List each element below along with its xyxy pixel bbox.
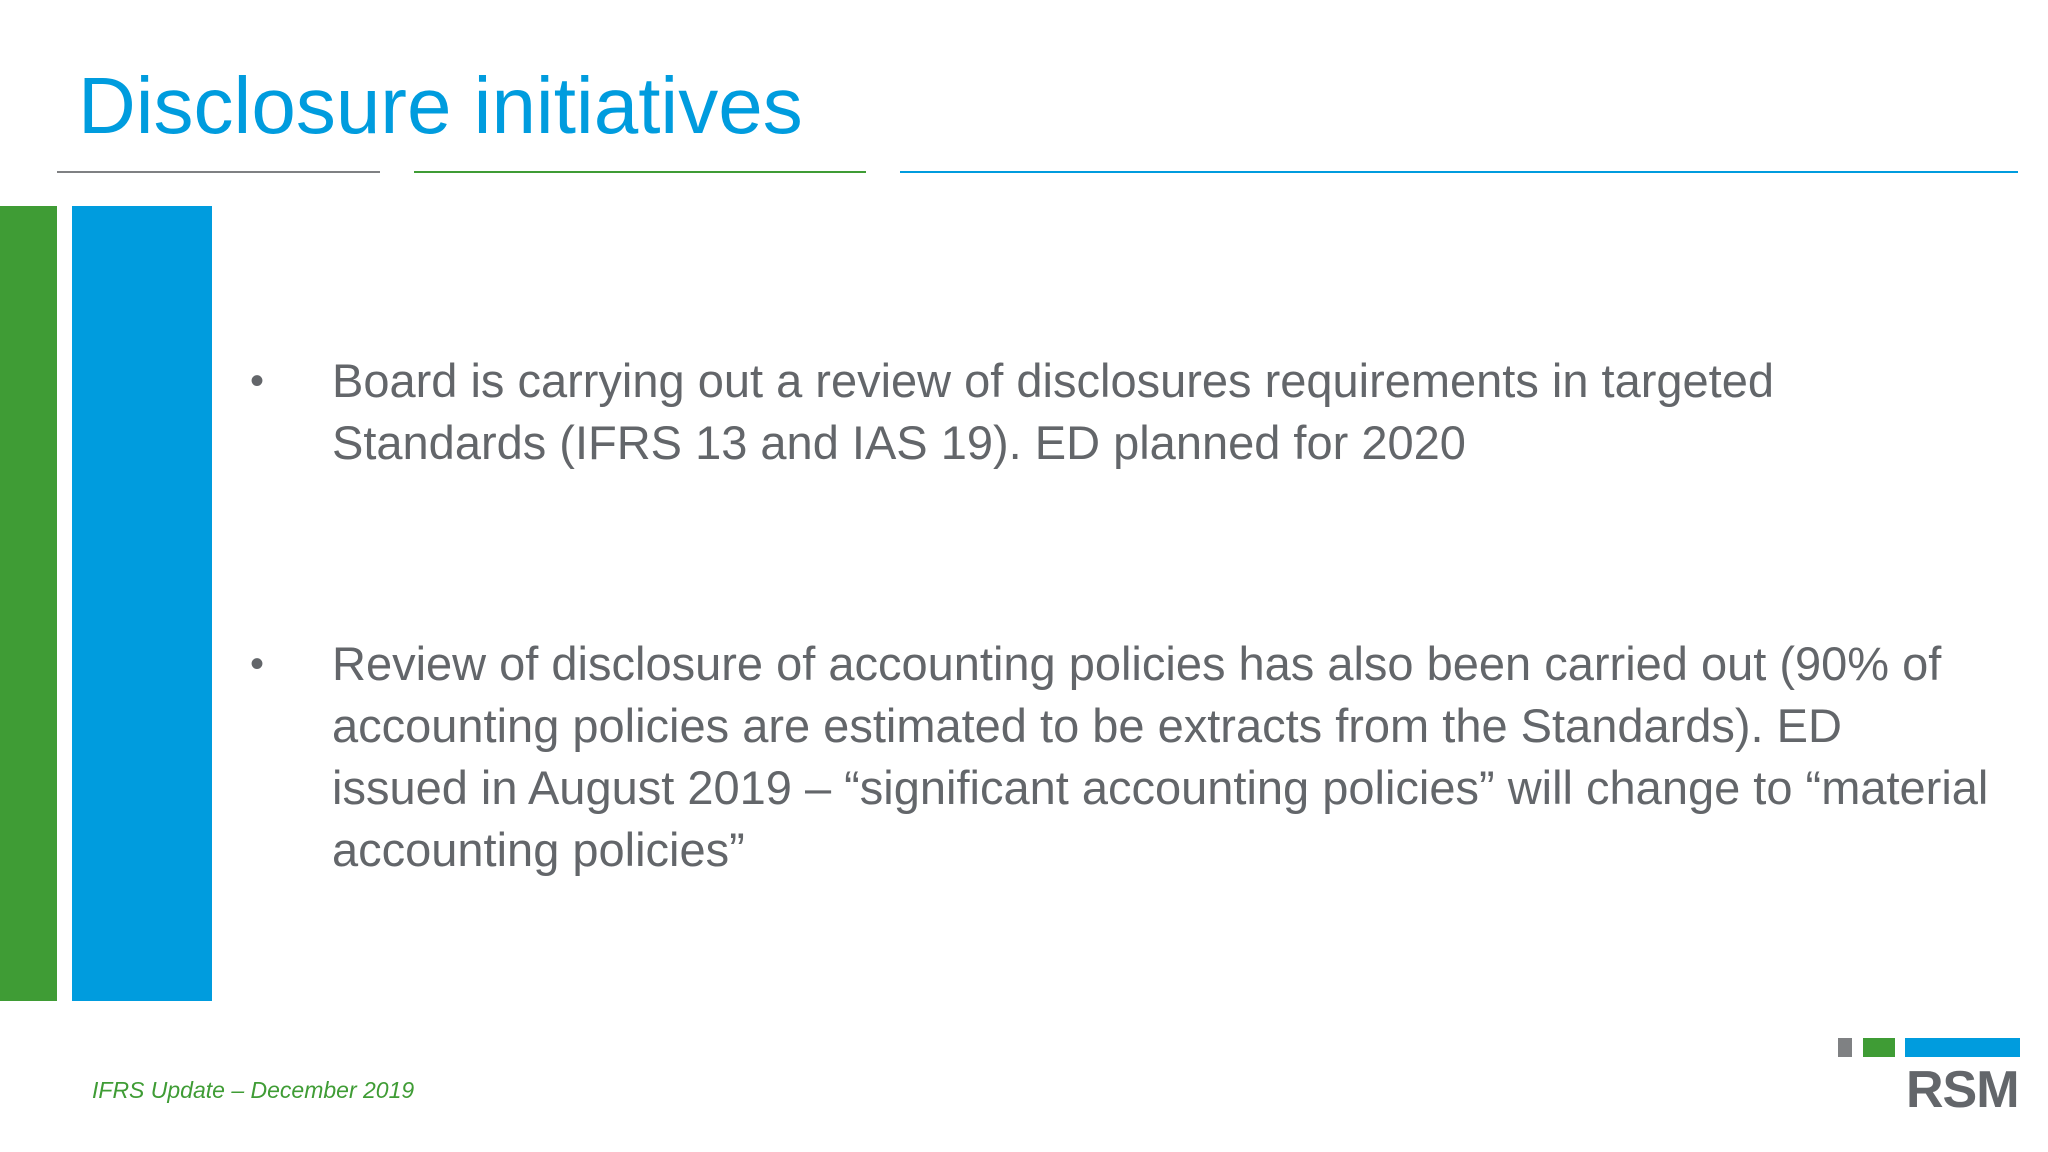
logo-text: RSM bbox=[1906, 1061, 2019, 1119]
logo-bar-blue bbox=[1905, 1038, 2020, 1057]
title-divider-gray bbox=[57, 171, 380, 173]
title-divider-blue bbox=[900, 171, 2018, 173]
decorative-bar-blue bbox=[72, 206, 212, 1001]
bullet-item bbox=[250, 350, 1990, 474]
decorative-bar-green bbox=[0, 206, 57, 1001]
logo-bar-green bbox=[1863, 1038, 1895, 1057]
bullet-text: Board is carrying out a review of disclosures requirements in targeted Standards (IFRS 13 and IAS 19). ED planned for 2020 bbox=[332, 354, 1775, 469]
bullet-item bbox=[250, 633, 1990, 881]
bullet-marker: • bbox=[250, 642, 265, 686]
footer-text: IFRS Update – December 2019 bbox=[92, 1077, 415, 1103]
slide-title: Disclosure initiatives bbox=[78, 61, 803, 150]
rsm-logo-icon bbox=[1838, 1038, 2020, 1057]
title-divider-green bbox=[414, 171, 866, 173]
logo-bar-gray bbox=[1838, 1038, 1852, 1057]
rsm-logo bbox=[1838, 1038, 2020, 1118]
bullet-list bbox=[250, 350, 1990, 881]
bullet-marker: • bbox=[250, 359, 265, 403]
bullet-text: Review of disclosure of accounting policies has also been carried out (90% of accounting policies are estimated to be extracts from the Standards). ED issued in August 2019 – “significant accounting policies” will change to “material accounting policies” bbox=[332, 637, 1989, 876]
